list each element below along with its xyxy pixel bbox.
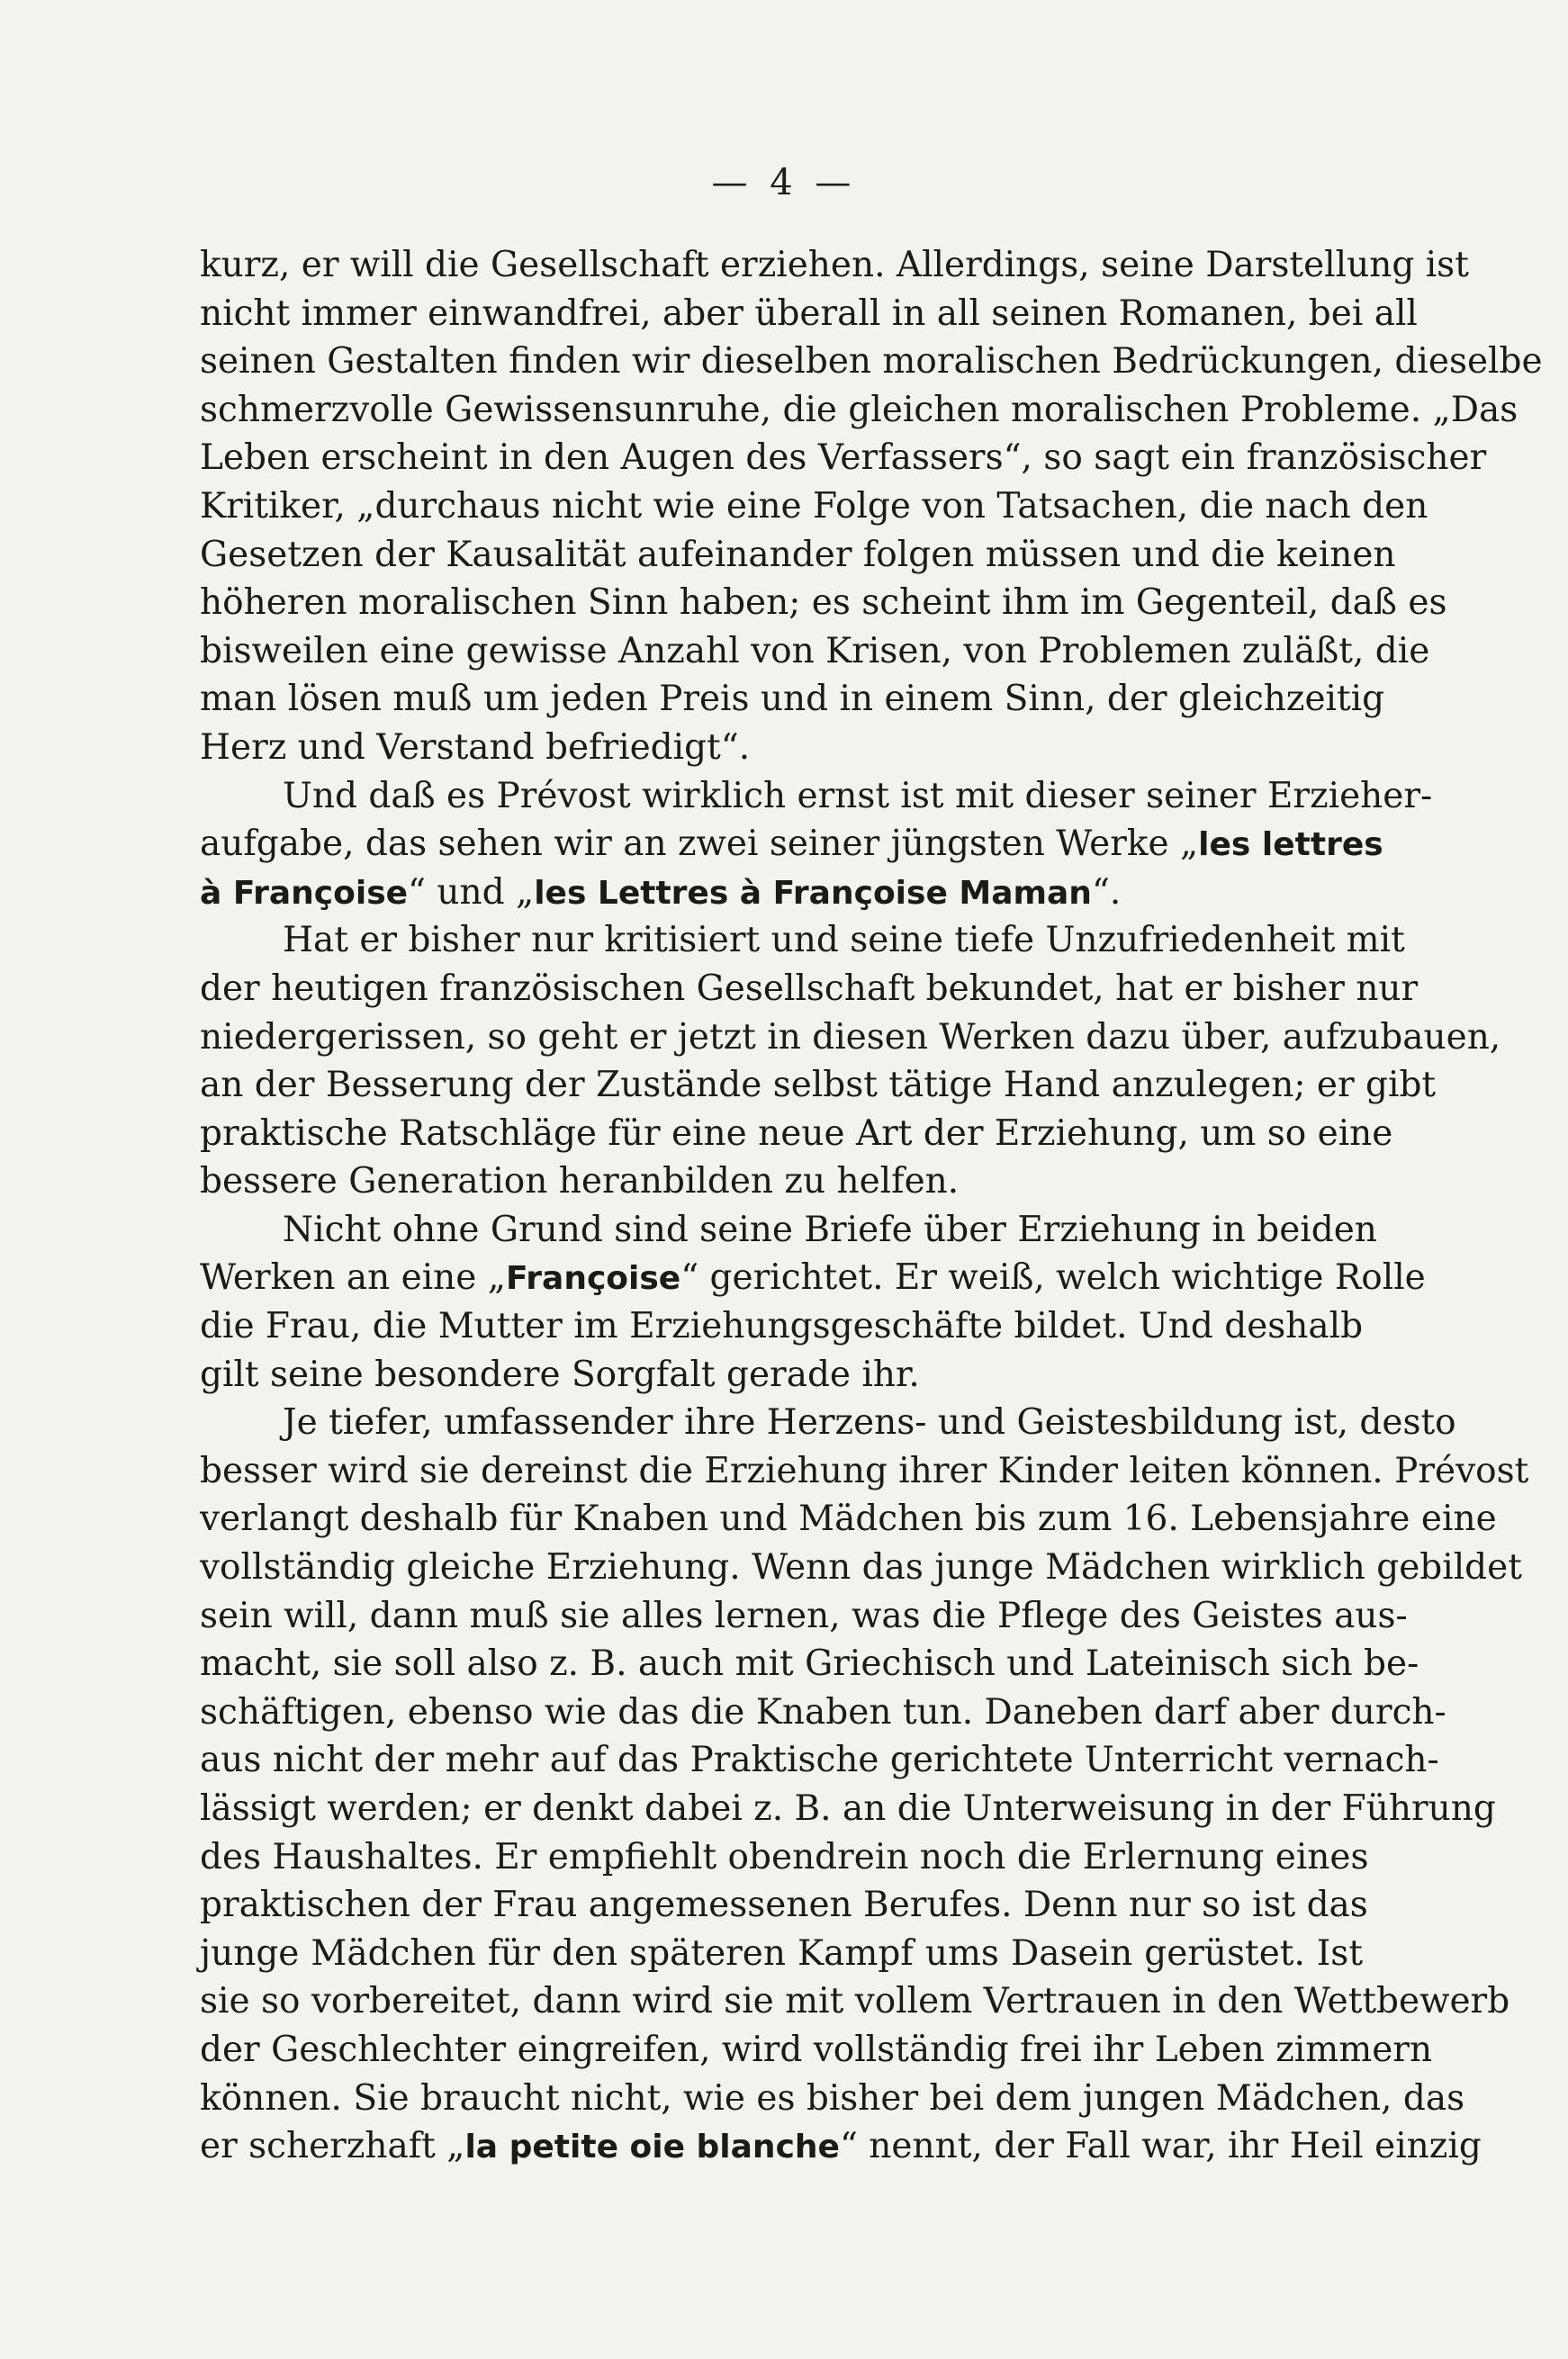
text-segment: verlangt deshalb für Knaben und Mädchen bis zum 16. Lebensjahre eine	[200, 1499, 1497, 1540]
text-segment: “ und „	[408, 871, 535, 913]
text-line	[200, 1736, 1439, 1785]
text-line	[200, 579, 1447, 627]
text-segment: schmerzvolle Gewissensunruhe, die gleichen moralischen Probleme. „Das	[200, 389, 1518, 430]
text-line	[200, 1351, 1363, 1400]
text-segment: höheren moralischen Sinn haben; es scheint ihm im Gegenteil, daß es	[200, 582, 1447, 624]
text-segment: Nicht ohne Grund sind seine Briefe über Erziehung in beiden	[283, 1209, 1377, 1250]
text-line	[200, 869, 1363, 917]
text-segment: Leben erscheint in den Augen des Verfassers“, so sagt ein französischer	[200, 437, 1487, 479]
text-line	[200, 386, 1518, 435]
latin-quote: les lettres	[1198, 826, 1383, 864]
text-segment: können. Sie braucht nicht, wie es bisher bei dem jungen Mädchen, das	[200, 2077, 1465, 2119]
text-segment: der heutigen französischen Gesellschaft bekundet, hat er bisher nur	[200, 968, 1419, 1009]
text-line	[200, 675, 1385, 724]
text-segment: praktische Ratschläge für eine neue Art der Erziehung, um so eine	[200, 1112, 1393, 1154]
text-line	[200, 1785, 1496, 1833]
text-line	[200, 1110, 1393, 1158]
text-segment: “.	[1091, 871, 1122, 913]
text-line	[200, 1157, 1363, 1206]
text-line	[200, 482, 1428, 531]
text-segment: sein will, dann muß sie alles lernen, was die Pflege des Geistes aus-	[200, 1595, 1408, 1636]
text-segment: aufgabe, das sehen wir an zwei seiner jüngsten Werke „	[200, 824, 1199, 865]
text-segment: Je tiefer, umfassender ihre Herzens- und Geistesbildung ist, desto	[283, 1402, 1456, 1444]
text-line	[200, 2026, 1433, 2075]
text-segment: schäftigen, ebenso wie das die Knaben tun. Daneben darf aber durch-	[200, 1691, 1446, 1733]
text-line	[200, 241, 1469, 290]
text-segment: Gesetzen der Kausalität aufeinander folgen müssen und die keinen	[200, 534, 1396, 575]
text-segment: Kritiker, „durchaus nicht wie eine Folge von Tatsachen, die nach den	[200, 485, 1428, 527]
text-segment: seinen Gestalten finden wir dieselben moralischen Bedrückungen, dieselbe	[200, 341, 1543, 383]
text-line	[200, 434, 1487, 482]
text-segment: vollständig gleiche Erziehung. Wenn das junge Mädchen wirklich gebildet	[200, 1547, 1522, 1589]
text-segment: man lösen muß um jeden Preis und in einem Sinn, der gleichzeitig	[200, 679, 1385, 720]
text-line	[200, 1399, 1456, 1447]
text-segment: junge Mädchen für den späteren Kampf ums Dasein gerüstet. Ist	[200, 1932, 1363, 1974]
text-line	[200, 2122, 1482, 2171]
text-line	[200, 1495, 1497, 1544]
text-segment: sie so vorbereitet, dann wird sie mit vollem Vertrauen in den Wettbewerb	[200, 1981, 1510, 2022]
text-line	[200, 531, 1396, 580]
text-segment: bessere Generation heranbilden zu helfen.	[200, 1161, 960, 1202]
text-line	[200, 1206, 1377, 1255]
text-segment: niedergerissen, so geht er jetzt in diesen Werken dazu über, aufzubauen,	[200, 1016, 1501, 1058]
text-line	[200, 1254, 1426, 1302]
text-segment: des Haushaltes. Er empfiehlt obendrein noch die Erlernung eines	[200, 1836, 1369, 1877]
text-segment: gilt seine besondere Sorgfalt gerade ihr.	[200, 1354, 920, 1395]
text-line	[200, 1013, 1501, 1062]
latin-quote: la petite oie blanche	[464, 2129, 840, 2166]
text-line	[200, 290, 1418, 338]
text-line	[200, 1640, 1419, 1688]
text-line	[200, 724, 1363, 772]
text-line	[200, 2075, 1465, 2123]
body-text	[200, 241, 1543, 2171]
text-segment: besser wird sie dereinst die Erziehung ihrer Kinder leiten können. Prévost	[200, 1450, 1529, 1491]
text-line	[200, 1592, 1408, 1641]
text-segment: praktischen der Frau angemessenen Berufes. Denn nur so ist das	[200, 1885, 1368, 1926]
text-segment: Werken an eine „	[200, 1257, 506, 1299]
text-line	[200, 820, 1383, 869]
text-line	[200, 1881, 1368, 1930]
text-line	[200, 1302, 1363, 1351]
text-line	[200, 627, 1430, 676]
text-segment: Herz und Verstand befriedigt“.	[200, 726, 751, 768]
text-segment: macht, sie soll also z. B. auch mit Griechisch und Lateinisch sich be-	[200, 1643, 1419, 1685]
text-segment: nicht immer einwandfrei, aber überall in all seinen Romanen, bei all	[200, 293, 1418, 334]
text-line	[200, 338, 1543, 386]
text-segment: bisweilen eine gewisse Anzahl von Krisen, von Problemen zuläßt, die	[200, 630, 1430, 671]
text-segment: er scherzhaft „	[200, 2126, 465, 2167]
text-line	[200, 1544, 1522, 1592]
text-segment: Und daß es Prévost wirklich ernst ist mit dieser seiner Erzieher-	[283, 775, 1433, 816]
text-segment: die Frau, die Mutter im Erziehungsgeschäfte bildet. Und deshalb	[200, 1306, 1364, 1347]
text-line	[200, 1061, 1437, 1110]
latin-quote: à Françoise	[200, 874, 409, 912]
latin-quote: les Lettres à Françoise Maman	[534, 874, 1092, 912]
text-line	[200, 1930, 1363, 1978]
text-line	[200, 1833, 1369, 1882]
text-line	[200, 1977, 1510, 2026]
text-segment: Hat er bisher nur kritisiert und seine tiefe Unzufriedenheit mit	[283, 920, 1405, 961]
page-number: — 4 —	[711, 162, 857, 203]
text-line	[200, 1688, 1446, 1737]
text-line	[200, 772, 1433, 821]
text-segment: “ gerichtet. Er weiß, welch wichtige Rolle	[680, 1257, 1426, 1299]
text-segment: der Geschlechter eingreifen, wird vollständig frei ihr Leben zimmern	[200, 2029, 1433, 2070]
text-segment: aus nicht der mehr auf das Praktische gerichtete Unterricht vernach-	[200, 1740, 1439, 1781]
text-segment: lässigt werden; er denkt dabei z. B. an die Unterweisung in der Führung	[200, 1788, 1496, 1829]
text-segment: an der Besserung der Zustände selbst tätige Hand anzulegen; er gibt	[200, 1065, 1437, 1106]
text-segment: “ nennt, der Fall war, ihr Heil einzig	[839, 2126, 1482, 2167]
text-segment: kurz, er will die Gesellschaft erziehen. Allerdings, seine Darstellung ist	[200, 245, 1469, 285]
text-line	[200, 1447, 1529, 1496]
text-line	[200, 916, 1405, 965]
text-line	[200, 965, 1419, 1013]
latin-quote: Françoise	[505, 1260, 681, 1298]
